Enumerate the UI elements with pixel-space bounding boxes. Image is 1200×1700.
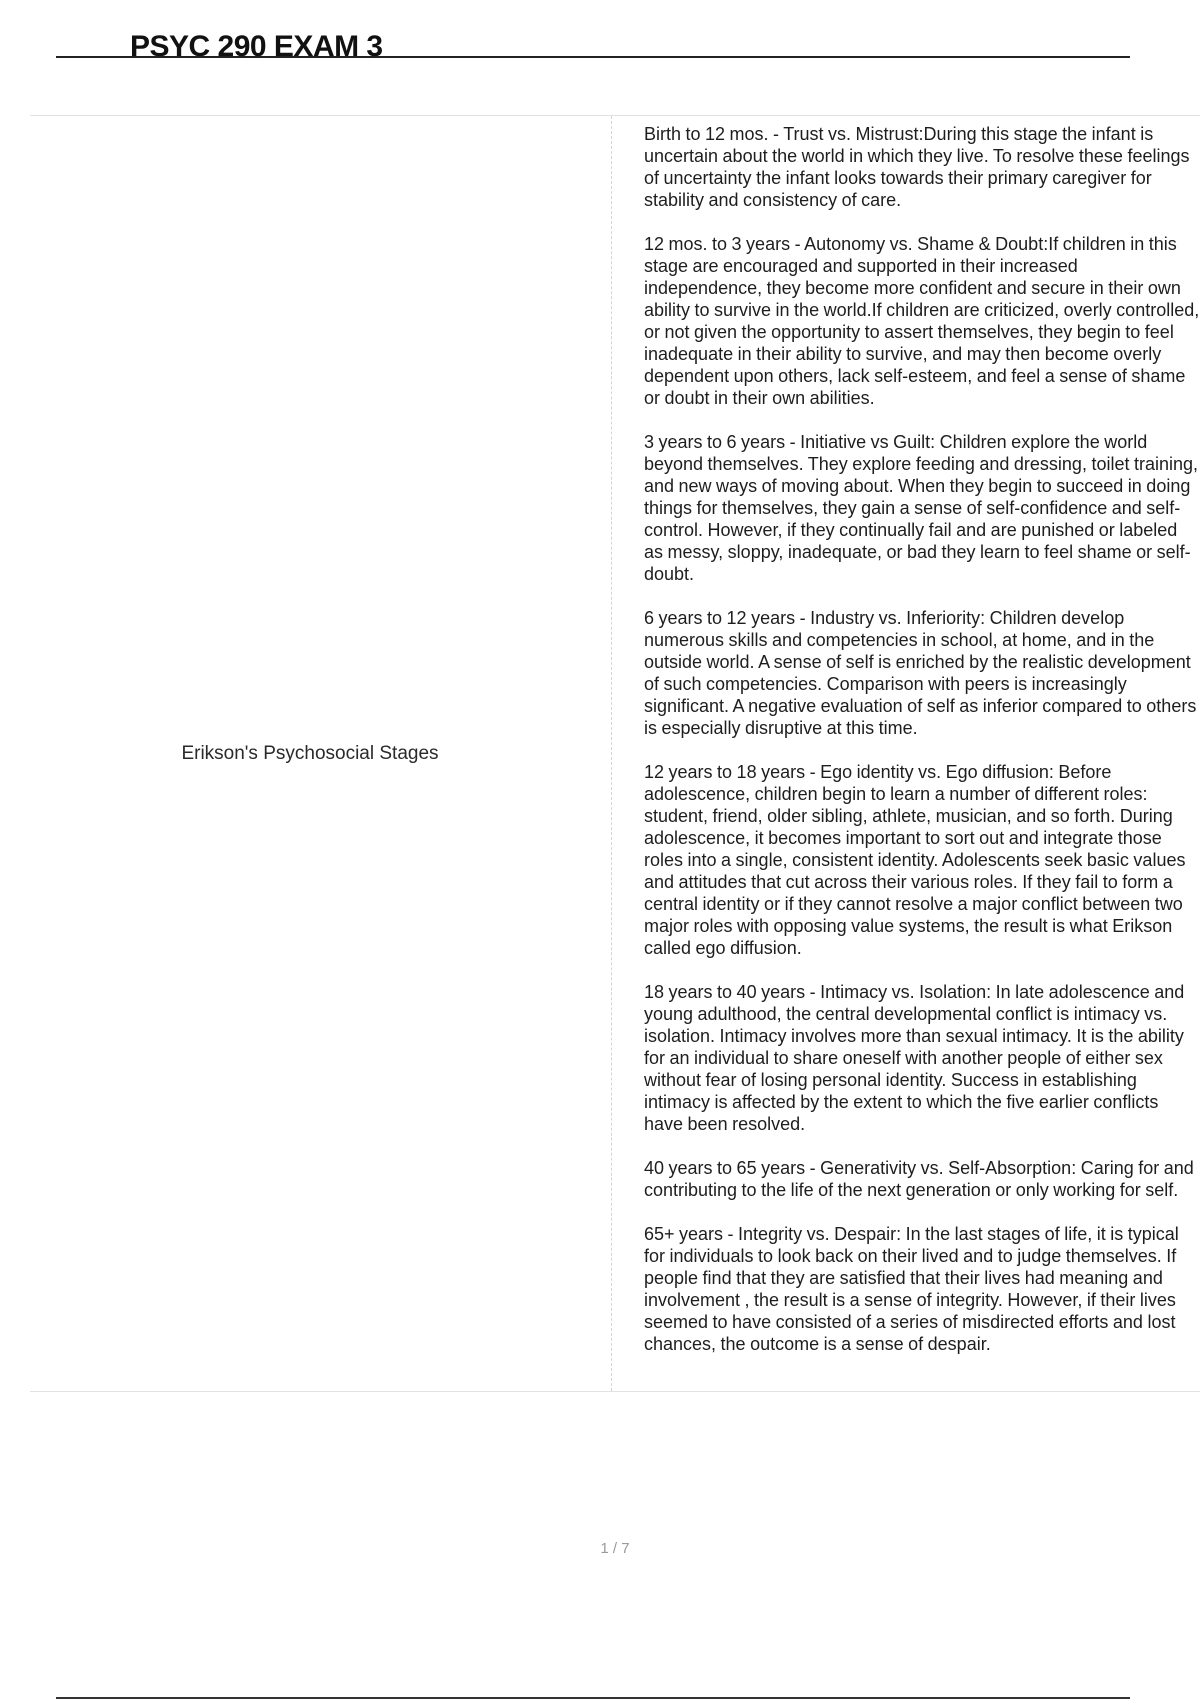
- stage-paragraph-integrity: 65+ years - Integrity vs. Despair: In the last stages of life, it is typical for individuals to look back on their lived and to judge themselves. If people find that they are satisfied that their lives had meaning and involvement , the result is a sense of integrity. However, if their lives seemed to have consisted of a series of misdirected efforts and lost chances, the outcome is a sense of despair.: [644, 1224, 1179, 1354]
- footer-rule: [56, 1697, 1130, 1699]
- stage-paragraph-generativity: 40 years to 65 years - Generativity vs. Self-Absorption: Caring for and contributing to the life of the next generation or only working for self.: [644, 1158, 1194, 1200]
- term-cell: [30, 116, 610, 1391]
- stage-paragraph-intimacy: 18 years to 40 years - Intimacy vs. Isolation: In late adolescence and young adulthood, the central developmental conflict is intimacy vs. isolation. Intimacy involves more than sexual intimacy. It is the ability for an individual to share oneself with another people of either sex without fear of losing personal identity. Success in establishing intimacy is affected by the extent to which the five earlier conflicts have been resolved.: [644, 982, 1185, 1134]
- document-title: PSYC 290 EXAM 3: [130, 30, 383, 63]
- stage-paragraph-initiative: 3 years to 6 years - Initiative vs Guilt: Children explore the world beyond themselves. They explore feeding and dressing, toilet training, and new ways of moving about. When they begin to succeed in doing things for themselves, they gain a sense of self-confidence and self-control. However, if they continually fail and are punished or labeled as messy, sloppy, inadequate, or bad they learn to feel shame or self-doubt.: [644, 432, 1199, 584]
- flashcard-row: [30, 115, 1200, 1392]
- stage-paragraph-industry: 6 years to 12 years - Industry vs. Inferiority: Children develop numerous skills and competencies in school, at home, and in the outside world. A sense of self is enriched by the realistic development of such competencies. Comparison with peers is increasingly significant. A negative evaluation of self as inferior compared to others is especially disruptive at this time.: [644, 608, 1197, 738]
- stage-paragraph-trust: Birth to 12 mos. - Trust vs. Mistrust:During this stage the infant is uncertain about the world in which they live. To resolve these feelings of uncertainty the infant looks towards their primary caregiver for stability and consistency of care.: [644, 124, 1190, 210]
- stage-paragraph-identity: 12 years to 18 years - Ego identity vs. Ego diffusion: Before adolescence, children begin to learn a number of different roles: student, friend, older sibling, athlete, musician, and so forth. During adolescence, it becomes important to sort out and integrate those roles into a single, consistent identity. Adolescents seek basic values and attitudes that cut across their various roles. If they fail to form a central identity or if they cannot resolve a major conflict between two major roles with opposing value systems, the result is what Erikson called ego diffusion.: [644, 762, 1186, 958]
- stage-paragraph-autonomy: 12 mos. to 3 years - Autonomy vs. Shame & Doubt:If children in this stage are encouraged and supported in their increased independence, they become more confident and secure in their own ability to survive in the world.If children are criticized, overly controlled, or not given the opportunity to assert themselves, they begin to feel inadequate in their ability to survive, and may then become overly dependent upon others, lack self-esteem, and feel a sense of shame or doubt in their own abilities.: [644, 234, 1200, 408]
- term-text: Erikson's Psychosocial Stages: [181, 742, 439, 764]
- page-indicator: 1 / 7: [600, 1540, 630, 1557]
- definition-cell: [611, 116, 1200, 1391]
